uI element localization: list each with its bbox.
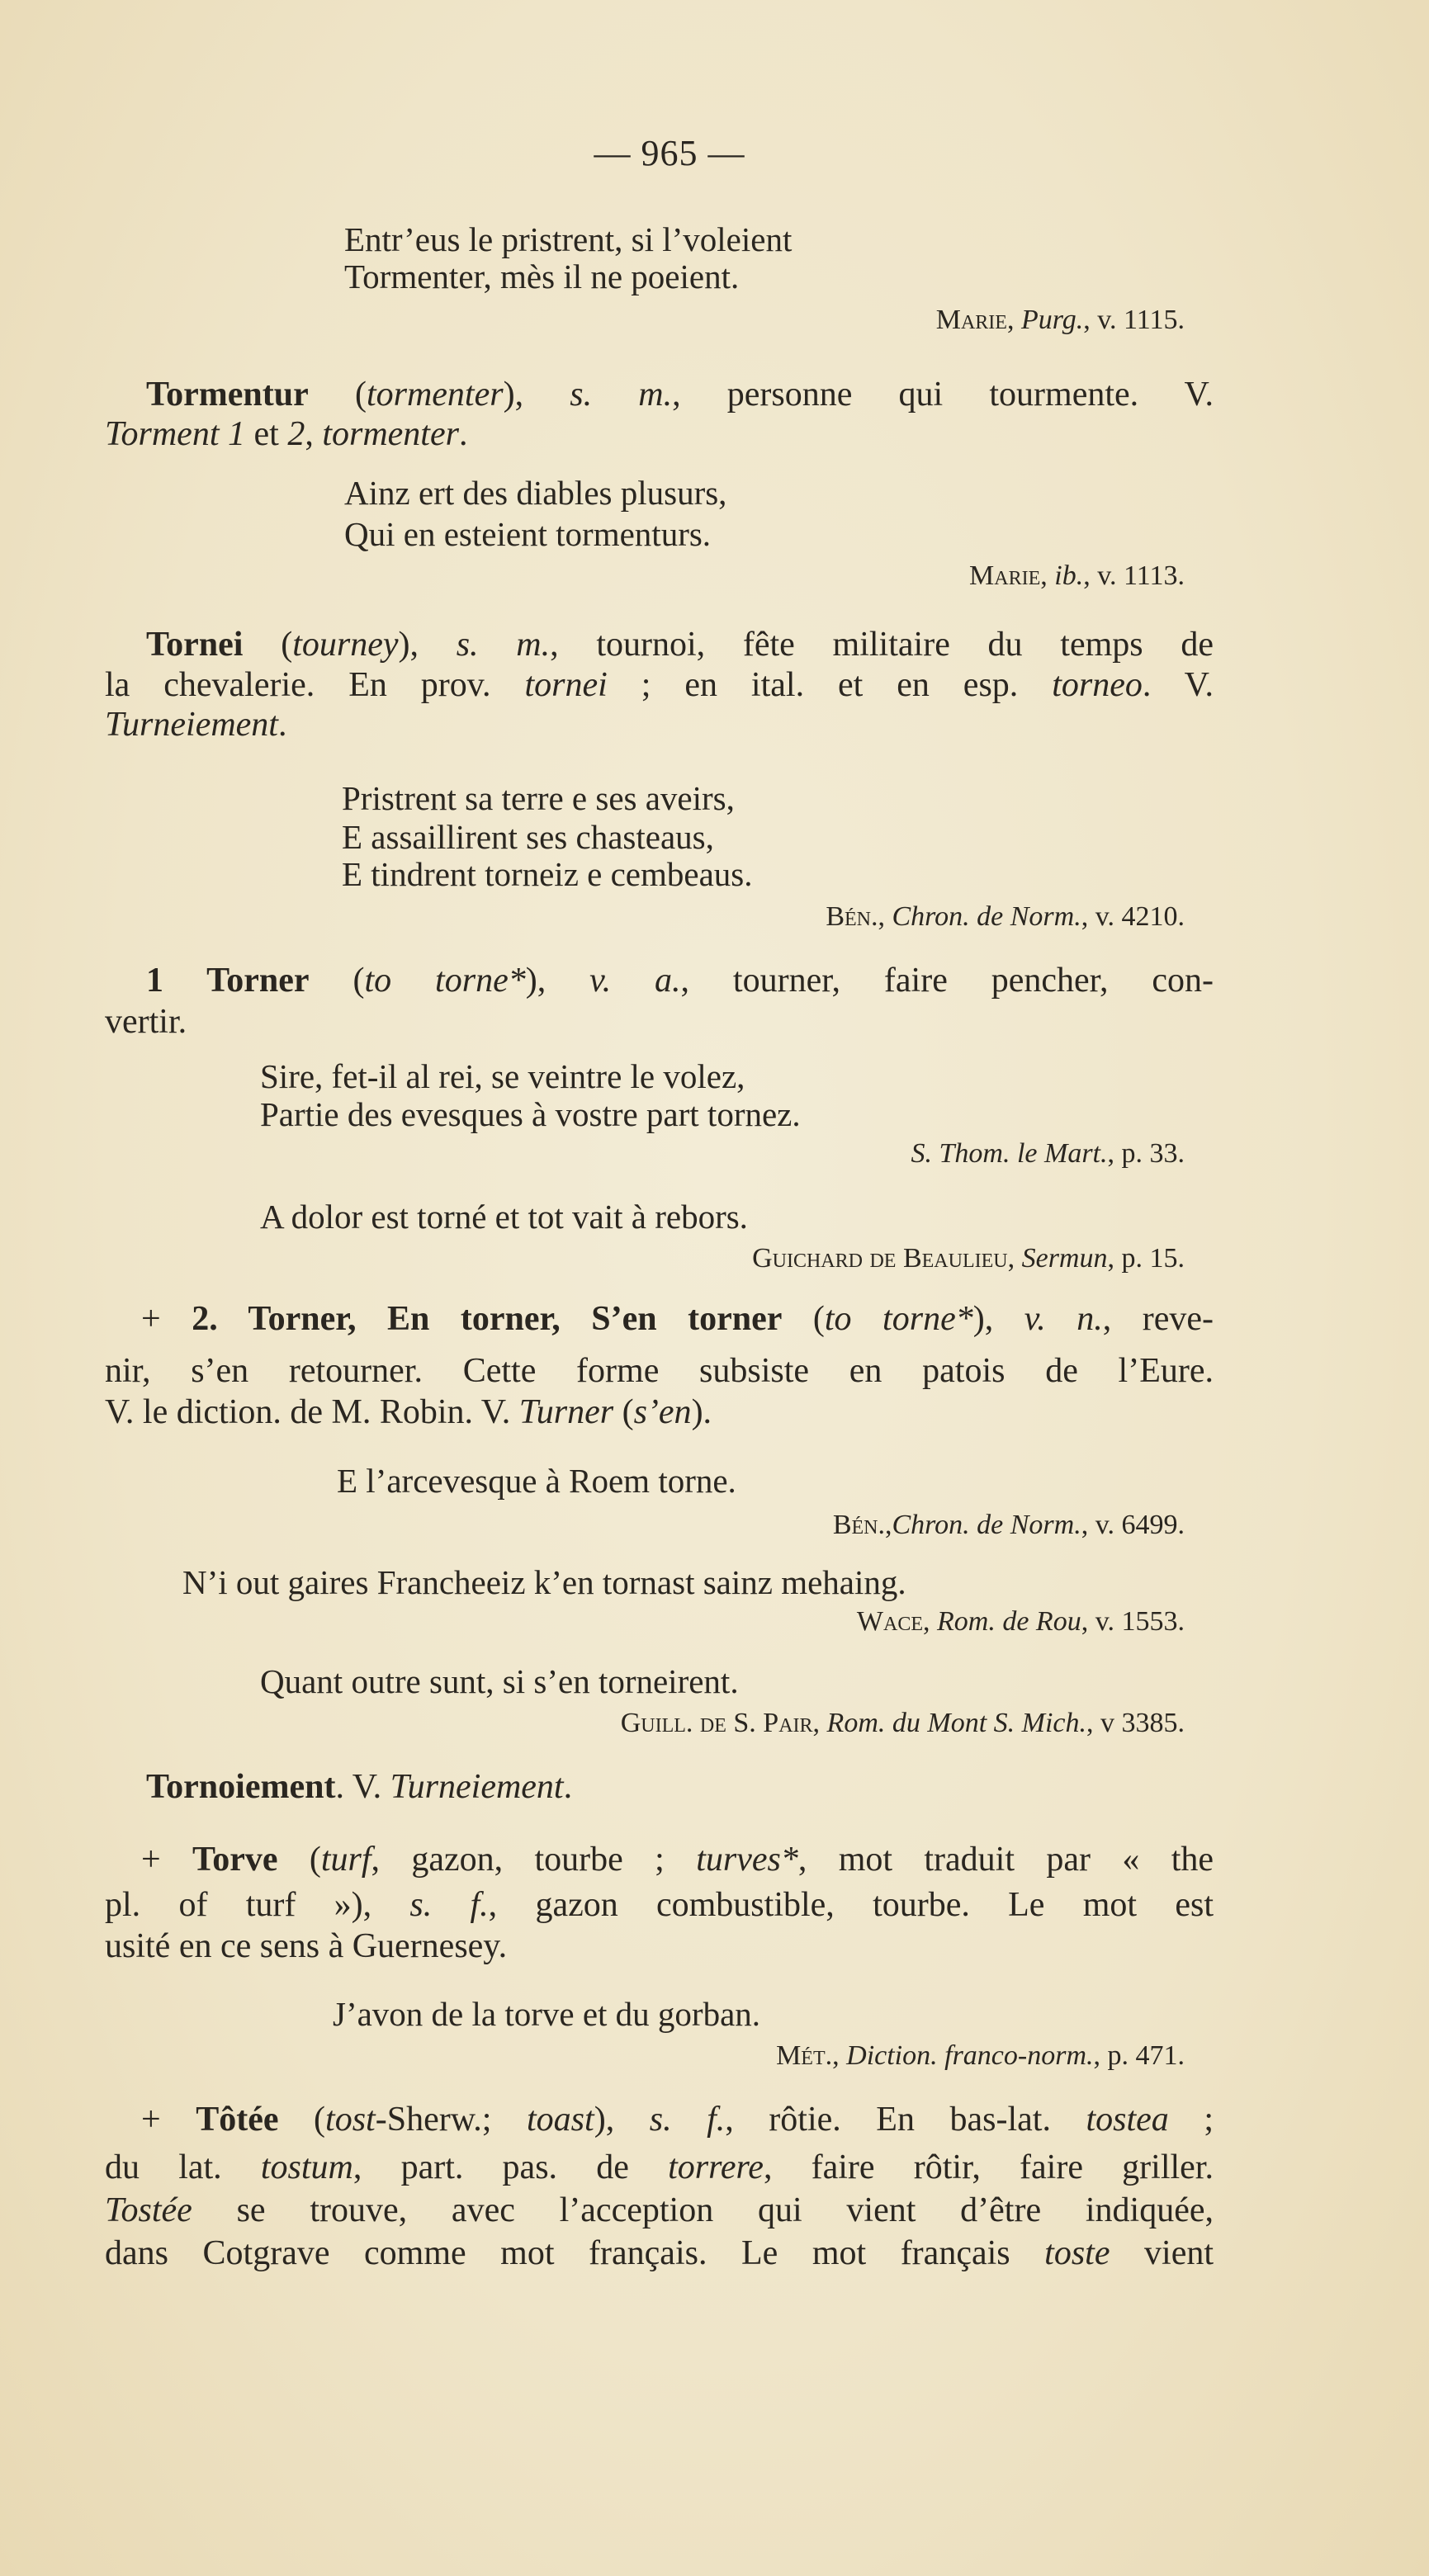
text: , p. 471. [1093, 2040, 1185, 2072]
verse-line [260, 1200, 748, 1234]
body-line [105, 665, 1214, 704]
text: , personne qui tourmente. V. [672, 375, 1214, 414]
text: ( [309, 961, 365, 1000]
body-line [105, 707, 1214, 742]
text: vient [1110, 2233, 1214, 2272]
citation [936, 306, 1185, 334]
text: + [141, 1299, 192, 1338]
italic-text: tourney [292, 625, 399, 664]
italic-text: v. a. [589, 961, 681, 1000]
text: A dolor est torné et tot vait à rebors. [260, 1198, 748, 1236]
verse-line [182, 1563, 906, 1602]
text: . [458, 414, 468, 453]
author-name: Guichard de Beaulieu [752, 1243, 1008, 1274]
citation [752, 1245, 1185, 1273]
text: . [277, 705, 287, 744]
italic-text: Sermun [1021, 1243, 1108, 1274]
author-name: Mét. [776, 2040, 833, 2072]
text: , gazon combustible, tourbe. Le mot est [488, 1885, 1214, 1924]
text: ( [613, 1392, 634, 1431]
italic-text: tostea [1086, 2100, 1169, 2139]
text: ; en ital. et en esp. [607, 665, 1053, 704]
text: , [923, 1606, 938, 1638]
text: , rôtie. En bas-lat. [725, 2100, 1086, 2139]
text: Qui en esteient tormenturs. [344, 515, 712, 554]
text: , [878, 901, 892, 933]
author-name: Guill. de S. Pair [620, 1708, 813, 1739]
citation [621, 1709, 1185, 1737]
italic-text: turves* [696, 1840, 798, 1879]
text: ( [278, 2100, 326, 2139]
text: , p. 33. [1107, 1138, 1185, 1170]
text: dans Cotgrave comme mot français. Le mot français [105, 2233, 1045, 2272]
text: usité en ce sens à Guernesey. [105, 1926, 508, 1965]
text: + [141, 2100, 196, 2139]
body-line [105, 414, 1214, 453]
text: , [1040, 560, 1055, 592]
verse-line [344, 220, 793, 259]
text: , mot traduit par « the [797, 1840, 1214, 1879]
italic-text: Tostée [105, 2191, 192, 2229]
text: , faire rôtir, faire griller. [763, 2148, 1214, 2186]
text: , v. 4210. [1081, 901, 1185, 933]
author-name: Marie [935, 305, 1007, 336]
italic-text: s. m. [570, 375, 673, 414]
text: la chevalerie. En prov. [105, 665, 525, 704]
text: Tormenter, mès il ne poeient. [344, 258, 740, 296]
verse-line [342, 818, 714, 857]
text: , part. pas. de [353, 2148, 669, 2186]
text: ), [972, 1299, 1024, 1338]
italic-text: s’en [633, 1392, 692, 1431]
verse-line [342, 855, 753, 894]
italic-text: torneo [1052, 665, 1143, 704]
headword: Tornei [146, 625, 244, 664]
verse-line [344, 515, 712, 554]
text: , reve- [1102, 1299, 1214, 1338]
italic-text: Diction. franco-norm. [846, 2040, 1094, 2072]
text: — 965 — [594, 132, 745, 173]
italic-text: v. n. [1024, 1299, 1103, 1338]
body-line [146, 963, 1214, 998]
body-line [146, 1767, 1214, 1806]
text: , v. 1115. [1083, 305, 1185, 336]
text: , tourner, faire pencher, con- [680, 961, 1214, 1000]
text: pl. of turf »), [105, 1885, 410, 1924]
italic-text: tornei [524, 665, 608, 704]
body-line [141, 2102, 1214, 2137]
text: . V. [335, 1767, 390, 1806]
italic-text: Turneiement [105, 705, 278, 744]
headword: Tormentur [146, 375, 309, 414]
text: , gazon, tourbe ; [371, 1840, 697, 1879]
italic-text: 2 [287, 414, 305, 453]
verse-line [333, 1995, 761, 2034]
body-line [105, 1392, 1214, 1431]
text: , [885, 1510, 892, 1541]
text: . V. [1142, 665, 1214, 704]
body-line [105, 1885, 1214, 1924]
italic-text: toste [1044, 2233, 1110, 2272]
body-line [105, 2150, 1214, 2185]
text: , [1006, 305, 1021, 336]
text: , v. 1113. [1083, 560, 1185, 592]
body-line [105, 2233, 1214, 2272]
text: , tournoi, fête militaire du temps de [550, 625, 1214, 664]
italic-text: to torne* [824, 1299, 973, 1338]
text: ), [594, 2100, 650, 2139]
text: nir, s’en retourner. Cette forme subsiste en patois de l’Eure. [105, 1351, 1214, 1390]
citation [857, 1608, 1185, 1636]
italic-text: Chron. de Norm. [892, 1510, 1081, 1541]
page-number [0, 132, 1339, 173]
text: et [245, 414, 288, 453]
text: , v 3385. [1086, 1708, 1185, 1739]
body-line [141, 1842, 1214, 1877]
author-name: Wace [856, 1606, 924, 1638]
author-name: Bén. [832, 1510, 885, 1541]
italic-text: ib. [1054, 560, 1084, 592]
author-name: Marie [969, 560, 1041, 592]
text: J’avon de la torve et du gorban. [333, 1995, 761, 2034]
italic-text: Rom. du Mont S. Mich. [826, 1708, 1086, 1739]
text: , [1007, 1243, 1022, 1274]
citation [911, 1140, 1185, 1168]
text: se trouve, avec l’acception qui vient d’être indiquée, [192, 2191, 1214, 2229]
citation [969, 562, 1185, 590]
body-line [105, 1004, 1214, 1039]
body-line [105, 1926, 1214, 1965]
italic-text: Torment 1 [105, 414, 245, 453]
citation [826, 903, 1185, 931]
italic-text: tormenter [322, 414, 459, 453]
text: ( [308, 375, 367, 414]
text: , v. 6499. [1081, 1510, 1185, 1541]
italic-text: tostum [260, 2148, 353, 2186]
headword: 1 Torner [146, 961, 310, 1000]
text: vertir. [105, 1002, 187, 1041]
italic-text: Turner [518, 1392, 614, 1431]
text: ), [503, 375, 570, 414]
italic-text: Chron. de Norm. [892, 901, 1081, 933]
verse-line [344, 474, 727, 513]
text: Quant outre sunt, si s’en torneirent. [260, 1662, 739, 1701]
text: ; [1168, 2100, 1214, 2139]
italic-text: Purg. [1020, 305, 1084, 336]
verse-line [260, 1095, 801, 1134]
text: Ainz ert des diables plusurs, [344, 474, 727, 513]
text: , [812, 1708, 827, 1739]
text: , [305, 414, 323, 453]
verse-line [260, 1662, 739, 1701]
text: ). [691, 1392, 712, 1431]
text: E tindrent torneiz e cembeaus. [342, 855, 753, 894]
headword: 2. Torner, En torner, S’en torner [192, 1299, 783, 1338]
text: Pristrent sa terre e ses aveirs, [342, 779, 735, 818]
text: , p. 15. [1107, 1243, 1185, 1274]
text: ( [243, 625, 293, 664]
text: E l’arcevesque à Roem torne. [337, 1462, 736, 1501]
text: V. le diction. de M. Robin. V. [105, 1392, 519, 1431]
italic-text: S. Thom. le Mart. [911, 1138, 1108, 1170]
verse-line [344, 260, 739, 294]
text: , [832, 2040, 847, 2072]
body-line [146, 627, 1214, 662]
text: ( [277, 1840, 321, 1879]
headword: Torve [192, 1840, 278, 1879]
author-name: Bén. [826, 901, 878, 933]
text: Sire, fet-il al rei, se veintre le volez, [260, 1057, 745, 1096]
italic-text: torrere [668, 2148, 764, 2186]
text: -Sherw.; [375, 2100, 528, 2139]
citation [776, 2042, 1185, 2070]
italic-text: tost [325, 2100, 376, 2139]
italic-text: Turneiement [390, 1767, 564, 1806]
body-line [141, 1299, 1214, 1338]
text: ), [398, 625, 457, 664]
text: ( [782, 1299, 825, 1338]
body-line [105, 2193, 1214, 2228]
verse-line [342, 779, 735, 818]
italic-text: Rom. de Rou [937, 1606, 1081, 1638]
citation [833, 1511, 1185, 1539]
body-line [146, 377, 1214, 412]
headword: Tornoiement [146, 1767, 336, 1806]
verse-line [337, 1462, 736, 1501]
text: Partie des evesques à vostre part tornez. [260, 1095, 801, 1134]
italic-text: s. f. [409, 1885, 489, 1924]
italic-text: tormenter [366, 375, 504, 414]
text: E assaillirent ses chasteaus, [342, 818, 714, 857]
italic-text: toast [527, 2100, 594, 2139]
headword: Tôtée [196, 2100, 279, 2139]
italic-text: s. m. [456, 625, 551, 664]
italic-text: s. f. [649, 2100, 726, 2139]
text: ), [525, 961, 590, 1000]
italic-text: to torne* [364, 961, 526, 1000]
text: , v. 1553. [1081, 1606, 1185, 1638]
text: N’i out gaires Francheeiz k’en tornast sainz mehaing. [182, 1563, 906, 1602]
text: + [141, 1840, 193, 1879]
text: Entr’eus le pristrent, si l’voleient [344, 220, 793, 259]
text: . [563, 1767, 573, 1806]
italic-text: turf [320, 1840, 371, 1879]
text: du lat. [105, 2148, 261, 2186]
verse-line [260, 1057, 745, 1096]
body-line [105, 1351, 1214, 1390]
